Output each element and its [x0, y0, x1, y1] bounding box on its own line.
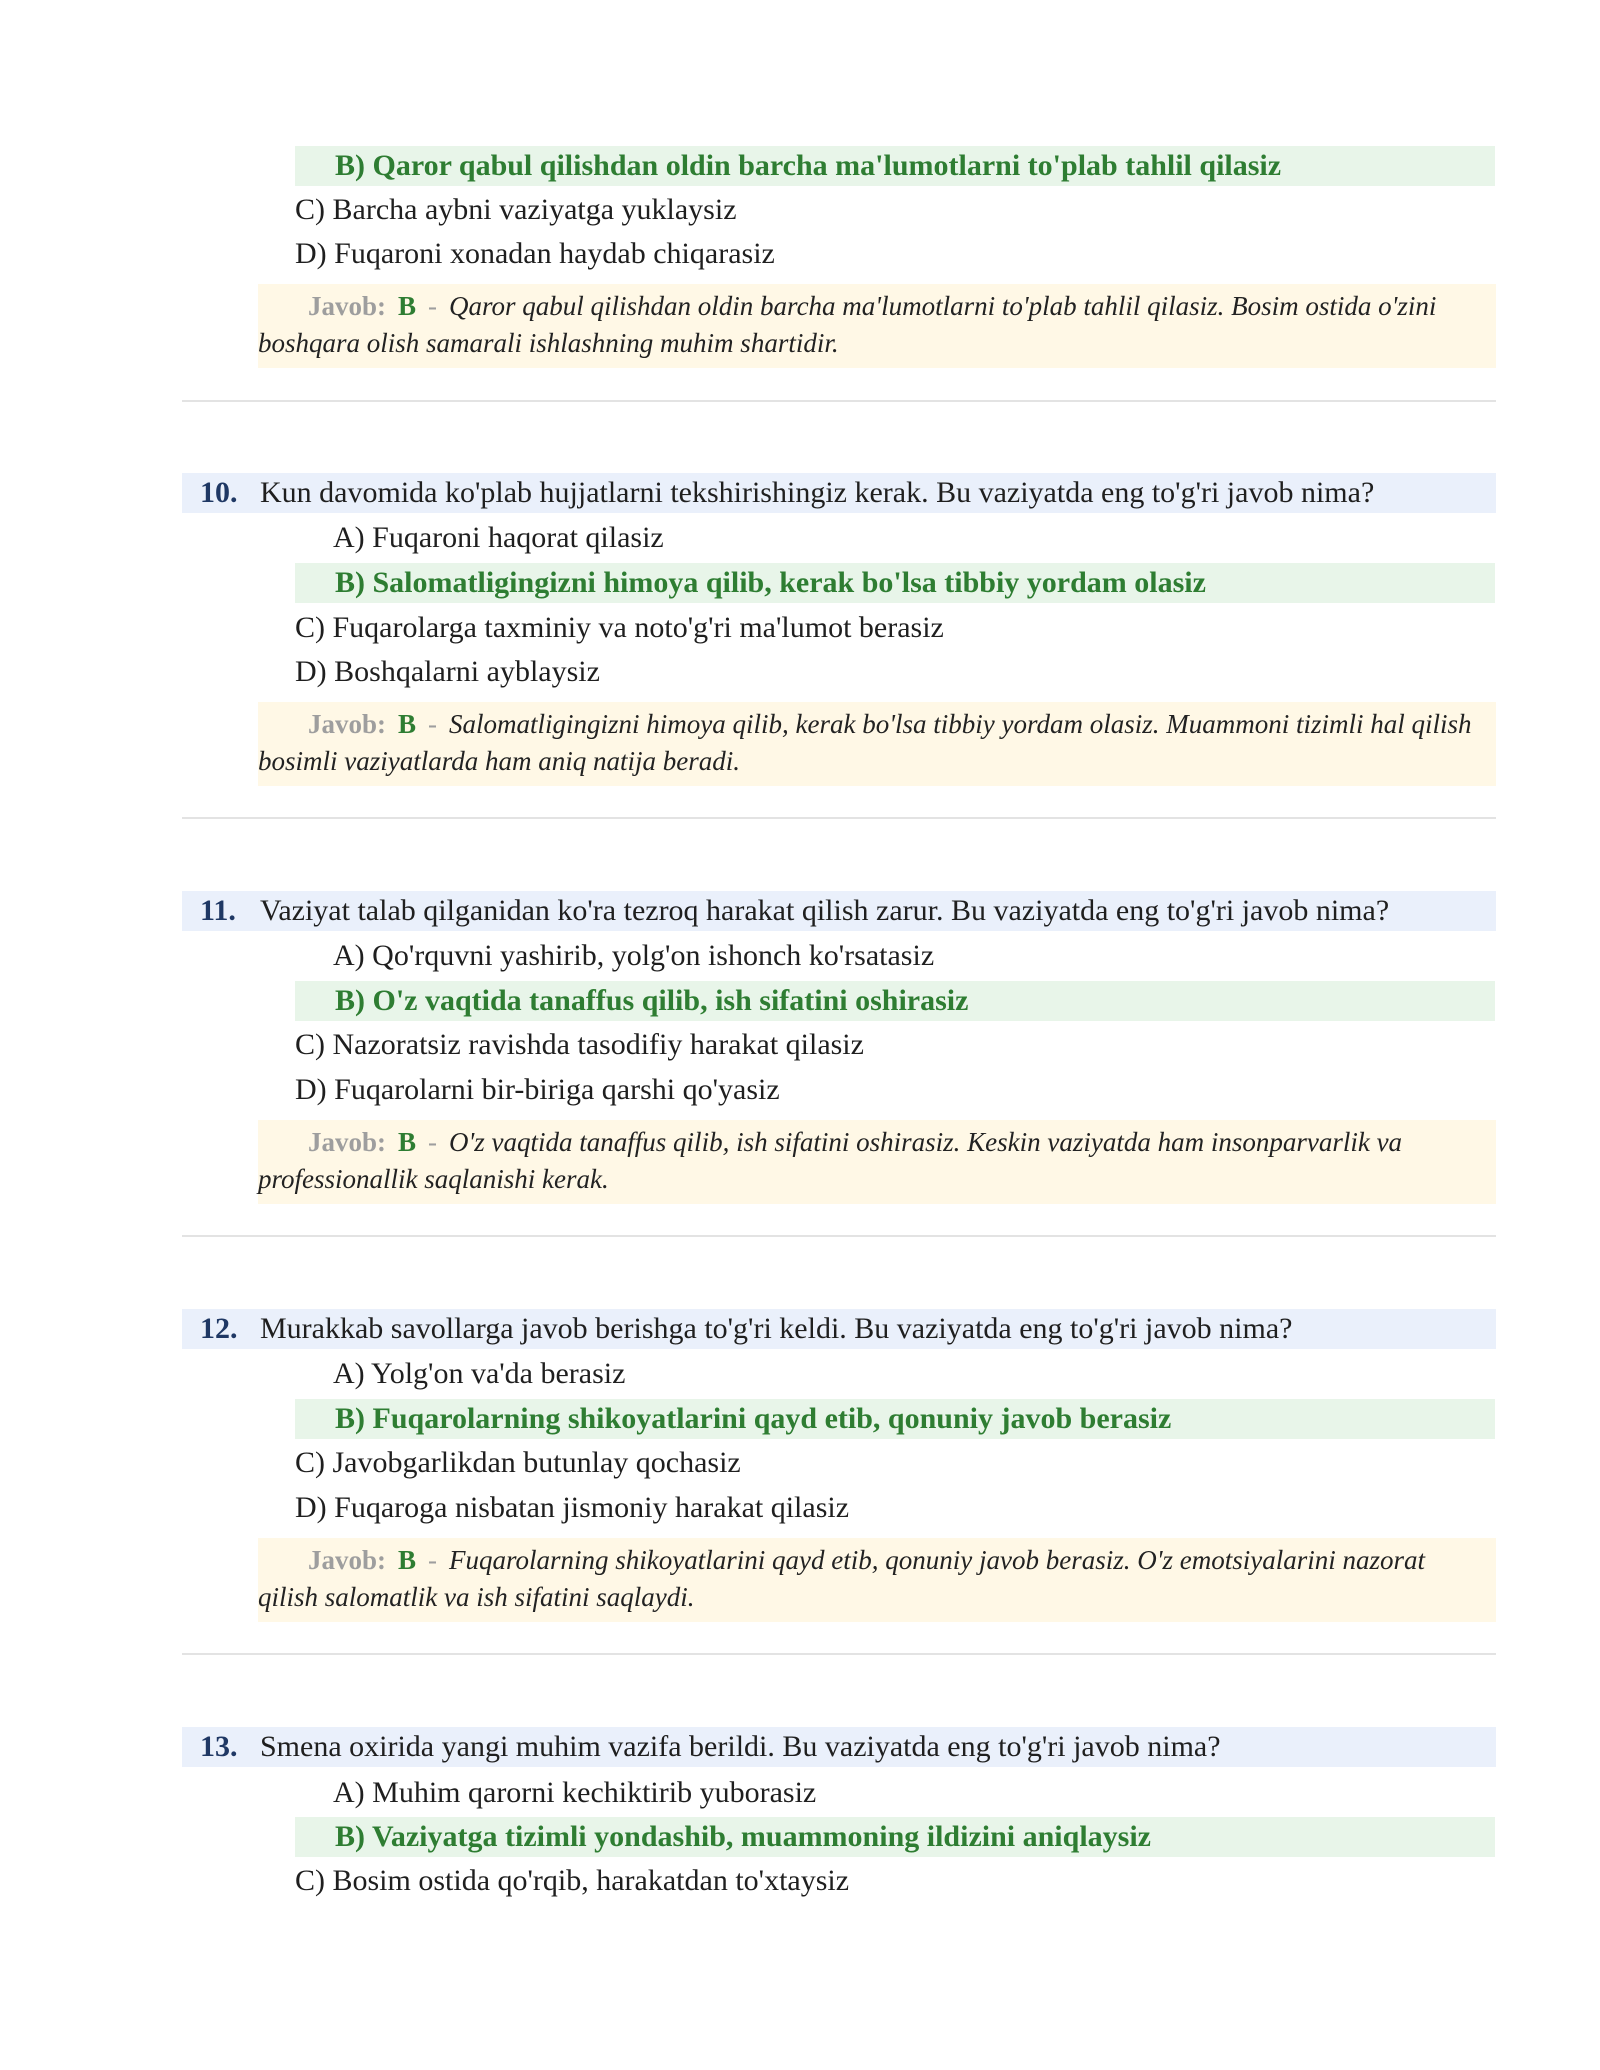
question-text: Vaziyat talab qilganidan ko'ra tezroq harakat qilish zarur. Bu vaziyatda eng to'g'ri javob nima?	[260, 894, 1390, 927]
separator	[182, 1653, 1496, 1655]
prev-answer-box: Javob: B - Qaror qabul qilishdan oldin barcha ma'lumotlarni to'plab tahlil qilasiz. Bosim ostida o'zini boshqara olish samarali ishlashning muhim shartidir.	[258, 284, 1496, 368]
answer-explanation: Fuqarolarning shikoyatlarini qayd etib, qonuniy javob berasiz. O'z emotsiyalarini nazorat qilish salomatlik va ish sifatini saqlaydi.	[258, 1545, 1426, 1612]
answer-key: B	[398, 1545, 417, 1575]
q10-option-b-correct: B) Salomatligingizni himoya qilib, kerak bo'lsa tibbiy yordam olasiz	[295, 563, 1495, 603]
separator	[182, 1235, 1496, 1237]
question-number: 12.	[200, 1312, 238, 1345]
q12-option-d: D) Fuqaroga nisbatan jismoniy harakat qilasiz	[295, 1491, 850, 1524]
q10-answer-box: Javob: B - Salomatligingizni himoya qilib, kerak bo'lsa tibbiy yordam olasiz. Muammoni tizimli hal qilish bosimli vaziyatlarda ham aniq natija beradi.	[258, 702, 1496, 786]
q13-option-a: A) Muhim qarorni kechiktirib yuborasiz	[333, 1776, 817, 1809]
question-number: 11.	[200, 894, 236, 927]
prev-option-b-correct: B) Qaror qabul qilishdan oldin barcha ma'lumotlarni to'plab tahlil qilasiz	[295, 146, 1495, 186]
q12-option-b-correct: B) Fuqarolarning shikoyatlarini qayd etib, qonuniy javob berasiz	[295, 1399, 1495, 1439]
q12-answer-box: Javob: B - Fuqarolarning shikoyatlarini qayd etib, qonuniy javob berasiz. O'z emotsiyalarini nazorat qilish salomatlik va ish sifatini saqlaydi.	[258, 1538, 1496, 1622]
prev-option-c: C) Barcha aybni vaziyatga yuklaysiz	[295, 193, 737, 226]
q10-option-d: D) Boshqalarni ayblaysiz	[295, 655, 600, 688]
question-number: 10.	[200, 476, 238, 509]
q11-option-d: D) Fuqarolarni bir-biriga qarshi qo'yasiz	[295, 1073, 780, 1106]
question-text: Kun davomida ko'plab hujjatlarni tekshirishingiz kerak. Bu vaziyatda eng to'g'ri javob nima?	[260, 476, 1375, 509]
q12-option-a: A) Yolg'on va'da berasiz	[333, 1357, 626, 1390]
q12-option-c: C) Javobgarlikdan butunlay qochasiz	[295, 1446, 741, 1479]
question-number: 13.	[200, 1730, 238, 1763]
question-text: Smena oxirida yangi muhim vazifa berildi. Bu vaziyatda eng to'g'ri javob nima?	[260, 1730, 1221, 1763]
q10-option-a: A) Fuqaroni haqorat qilasiz	[333, 521, 664, 554]
question-10-header	[182, 473, 1496, 513]
question-11-header	[182, 891, 1496, 931]
q11-option-b-correct: B) O'z vaqtida tanaffus qilib, ish sifatini oshirasiz	[295, 981, 1495, 1021]
answer-label: Javob:	[308, 1127, 387, 1157]
answer-label: Javob:	[308, 291, 387, 321]
q11-option-c: C) Nazoratsiz ravishda tasodifiy harakat qilasiz	[295, 1028, 864, 1061]
separator	[182, 400, 1496, 402]
question-text: Murakkab savollarga javob berishga to'g'ri keldi. Bu vaziyatda eng to'g'ri javob nima?	[260, 1312, 1293, 1345]
separator	[182, 817, 1496, 819]
answer-label: Javob:	[308, 1545, 387, 1575]
answer-explanation: Salomatligingizni himoya qilib, kerak bo'lsa tibbiy yordam olasiz. Muammoni tizimli hal qilish bosimli vaziyatlarda ham aniq natija beradi.	[258, 709, 1472, 776]
question-13-header	[182, 1727, 1496, 1767]
answer-explanation: O'z vaqtida tanaffus qilib, ish sifatini oshirasiz. Keskin vaziyatda ham insonparvarlik va professionallik saqlanishi kerak.	[258, 1127, 1403, 1194]
answer-key: B	[398, 291, 417, 321]
q13-option-b-correct: B) Vaziyatga tizimli yondashib, muammoning ildizini aniqlaysiz	[295, 1817, 1495, 1857]
q11-answer-box: Javob: B - O'z vaqtida tanaffus qilib, ish sifatini oshirasiz. Keskin vaziyatda ham insonparvarlik va professionallik saqlanishi kerak.	[258, 1120, 1496, 1204]
answer-explanation: Qaror qabul qilishdan oldin barcha ma'lumotlarni to'plab tahlil qilasiz. Bosim ostida o'zini boshqara olish samarali ishlashning muhim shartidir.	[258, 291, 1437, 358]
prev-option-d: D) Fuqaroni xonadan haydab chiqarasiz	[295, 237, 775, 270]
question-12-header	[182, 1309, 1496, 1349]
q10-option-c: C) Fuqarolarga taxminiy va noto'g'ri ma'lumot berasiz	[295, 611, 944, 644]
q11-option-a: A) Qo'rquvni yashirib, yolg'on ishonch ko'rsatasiz	[333, 939, 935, 972]
answer-label: Javob:	[308, 709, 387, 739]
answer-key: B	[398, 709, 417, 739]
q13-option-c: C) Bosim ostida qo'rqib, harakatdan to'xtaysiz	[295, 1864, 850, 1897]
answer-key: B	[398, 1127, 417, 1157]
